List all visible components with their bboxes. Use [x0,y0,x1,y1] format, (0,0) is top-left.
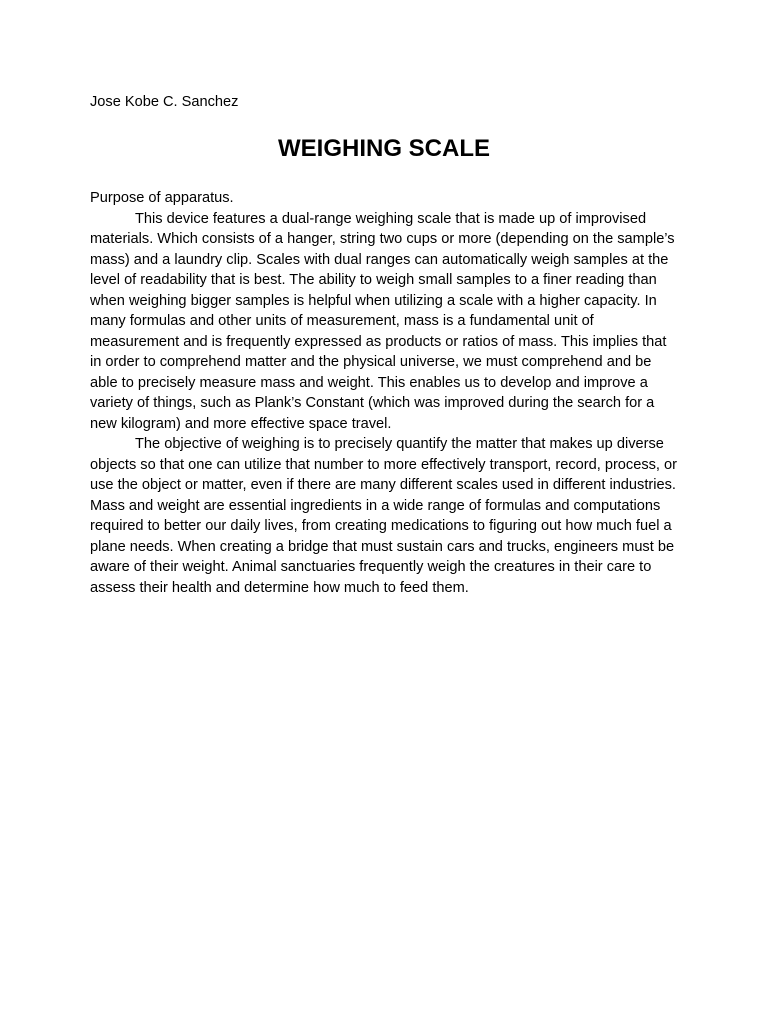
paragraph: The objective of weighing is to precisely quantify the matter that makes up diverse objects so that one can utilize that number to more effectively transport, record, process, or use the object or matter, even if there are many different scales used in different industries. Mass and weight are essential ingredients in a wide range of formulas and computations required to better our daily lives, from creating medications to figuring out how much fuel a plane needs. When creating a bridge that must sustain cars and trucks, engineers must be aware of their weight. Animal sanctuaries frequently weigh the creatures in their care to assess their health and determine how much to feed them. [90,436,678,596]
document-title: WEIGHING SCALE [277,135,490,162]
section-heading: Purpose of apparatus. [90,190,234,206]
author-name: Jose Kobe C. Sanchez [90,94,239,110]
paragraph: This device features a dual-range weighing scale that is made up of improvised materials. Which consists of a hanger, string two cups or more (depending on the sample’s mass) and a laundry clip. Scales with dual ranges can automatically weigh samples at the level of readability that is best. The ability to weigh small samples to a finer reading than when weighing bigger samples is helpful when utilizing a scale with a higher capacity. In many formulas and other units of measurement, mass is a fundamental unit of measurement and is frequently expressed as products or ratios of mass. This implies that in order to comprehend matter and the physical universe, we must comprehend and be able to precisely measure mass and weight. This enables us to develop and improve a variety of things, such as Plank’s Constant (which was improved during the search for a new kilogram) and more effective space travel. [90,210,675,432]
document-body [90,188,678,598]
